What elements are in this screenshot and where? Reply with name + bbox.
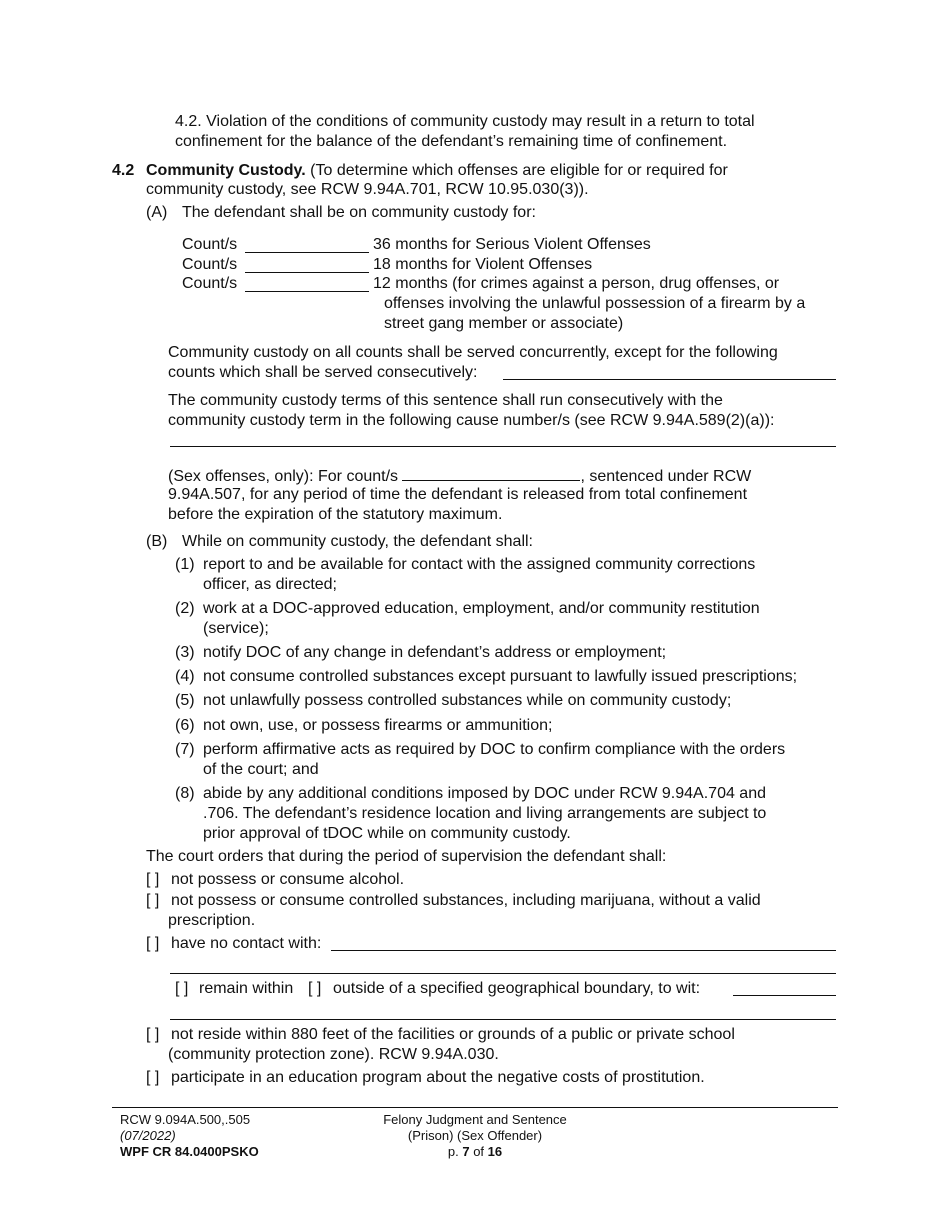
footer-title: Felony Judgment and Sentence bbox=[383, 1112, 567, 1127]
condition-text: abide by any additional conditions imposed by DOC under RCW 9.94A.704 and bbox=[203, 785, 766, 802]
count-desc-line2: offenses involving the unlawful possession of a firearm by a bbox=[384, 295, 806, 312]
court-orders-intro: The court orders that during the period of supervision the defendant shall: bbox=[146, 848, 667, 865]
outside-checkbox[interactable]: [ ] bbox=[308, 980, 322, 997]
part-a-letter: (A) bbox=[146, 204, 168, 221]
count-desc: 18 months for Violent Offenses bbox=[373, 256, 593, 273]
substances-text-line2: prescription. bbox=[168, 912, 256, 929]
boundary-blank[interactable] bbox=[733, 995, 836, 996]
condition-text: .706. The defendant’s residence location and living arrangements are subject to bbox=[203, 805, 767, 822]
condition-text: (service); bbox=[203, 620, 269, 637]
condition-text: work at a DOC-approved education, employment, and/or community restitution bbox=[203, 600, 760, 617]
footer-divider bbox=[112, 1107, 838, 1108]
count-label: Count/s bbox=[182, 236, 238, 253]
condition-num: (5) bbox=[175, 692, 195, 709]
condition-text: prior approval of tDOC while on community custody. bbox=[203, 825, 571, 842]
part-a-text: The defendant shall be on community custody for: bbox=[182, 204, 536, 221]
consecutive-counts-blank[interactable] bbox=[503, 379, 836, 380]
condition-text: perform affirmative acts as required by DOC to confirm compliance with the orders bbox=[203, 741, 786, 758]
section-number: 4.2 bbox=[112, 162, 135, 179]
section-title: Community Custody. bbox=[146, 162, 306, 179]
footer-subtitle: (Prison) (Sex Offender) bbox=[407, 1128, 543, 1143]
alcohol-text: not possess or consume alcohol. bbox=[171, 871, 405, 888]
top-para-line1: 4.2. Violation of the conditions of community custody may result in a return to total bbox=[175, 113, 755, 130]
count-label: Count/s bbox=[182, 275, 238, 292]
count-desc-line3: street gang member or associate) bbox=[384, 315, 624, 332]
condition-num: (4) bbox=[175, 668, 195, 685]
section-heading bbox=[146, 161, 728, 181]
sex-offense-line1: (Sex offenses, only): For count/s , sentenced under RCW bbox=[168, 465, 751, 487]
school-text: not reside within 880 feet of the facilities or grounds of a public or private school bbox=[171, 1026, 735, 1043]
consec-line1: The community custody terms of this sentence shall run consecutively with the bbox=[168, 392, 723, 409]
no-contact-checkbox[interactable]: [ ] bbox=[146, 935, 160, 952]
condition-num: (7) bbox=[175, 741, 195, 758]
footer-form-number: WPF CR 84.0400PSKO bbox=[120, 1144, 259, 1159]
condition-num: (2) bbox=[175, 600, 195, 617]
footer-date: (07/2022) bbox=[120, 1128, 176, 1143]
footer-rcw: RCW 9.094A.500,.505 bbox=[120, 1112, 251, 1127]
condition-num: (3) bbox=[175, 644, 195, 661]
count-blank-1[interactable] bbox=[245, 237, 369, 253]
part-b-letter: (B) bbox=[146, 533, 168, 550]
section-intro-line2: community custody, see RCW 9.94A.701, RCW 10.95.030(3)). bbox=[146, 181, 589, 198]
count-desc: 12 months (for crimes against a person, drug offenses, or bbox=[373, 275, 780, 292]
count-desc: 36 months for Serious Violent Offenses bbox=[373, 236, 651, 253]
consec-line2: community custody term in the following cause number/s (see RCW 9.94A.589(2)(a)): bbox=[168, 412, 775, 429]
count-blank-2[interactable] bbox=[245, 257, 369, 273]
condition-num: (8) bbox=[175, 785, 195, 802]
condition-text: report to and be available for contact with the assigned community corrections bbox=[203, 556, 756, 573]
prostitution-text: participate in an education program about the negative costs of prostitution. bbox=[171, 1069, 705, 1086]
no-contact-blank[interactable] bbox=[331, 950, 836, 951]
count-label: Count/s bbox=[182, 256, 238, 273]
alcohol-checkbox[interactable]: [ ] bbox=[146, 871, 160, 888]
condition-num: (1) bbox=[175, 556, 195, 573]
footer-page: p. 7 of 16 bbox=[447, 1144, 503, 1159]
condition-text: notify DOC of any change in defendant’s address or employment; bbox=[203, 644, 667, 661]
sex-offense-line3: before the expiration of the statutory maximum. bbox=[168, 506, 503, 523]
concurrent-line2: counts which shall be served consecutively: bbox=[168, 364, 478, 381]
count-blank-3[interactable] bbox=[245, 276, 369, 292]
section-intro: (To determine which offenses are eligible for or required for bbox=[310, 162, 728, 179]
concurrent-line1: Community custody on all counts shall be served concurrently, except for the following bbox=[168, 344, 778, 361]
condition-text: not consume controlled substances except pursuant to lawfully issued prescriptions; bbox=[203, 668, 798, 685]
condition-text: of the court; and bbox=[203, 761, 319, 778]
sex-count-blank[interactable] bbox=[402, 465, 580, 481]
boundary-blank-2[interactable] bbox=[170, 1019, 836, 1020]
prostitution-checkbox[interactable]: [ ] bbox=[146, 1069, 160, 1086]
remain-text: remain within bbox=[199, 980, 294, 997]
no-contact-blank-2[interactable] bbox=[170, 973, 836, 974]
condition-text: not unlawfully possess controlled substances while on community custody; bbox=[203, 692, 732, 709]
sex-offense-line2: 9.94A.507, for any period of time the defendant is released from total confinement bbox=[168, 486, 748, 503]
part-b-text: While on community custody, the defendant shall: bbox=[182, 533, 533, 550]
substances-text: not possess or consume controlled substances, including marijuana, without a valid bbox=[171, 892, 761, 909]
no-contact-text: have no contact with: bbox=[171, 935, 322, 952]
school-text-line2: (community protection zone). RCW 9.94A.030. bbox=[168, 1046, 499, 1063]
substances-checkbox[interactable]: [ ] bbox=[146, 892, 160, 909]
cause-number-blank[interactable] bbox=[170, 446, 836, 447]
condition-text: not own, use, or possess firearms or ammunition; bbox=[203, 717, 553, 734]
outside-text: outside of a specified geographical boundary, to wit: bbox=[333, 980, 701, 997]
condition-num: (6) bbox=[175, 717, 195, 734]
condition-text: officer, as directed; bbox=[203, 576, 337, 593]
remain-checkbox[interactable]: [ ] bbox=[175, 980, 189, 997]
school-checkbox[interactable]: [ ] bbox=[146, 1026, 160, 1043]
top-para-line2: confinement for the balance of the defendant’s remaining time of confinement. bbox=[175, 133, 728, 150]
